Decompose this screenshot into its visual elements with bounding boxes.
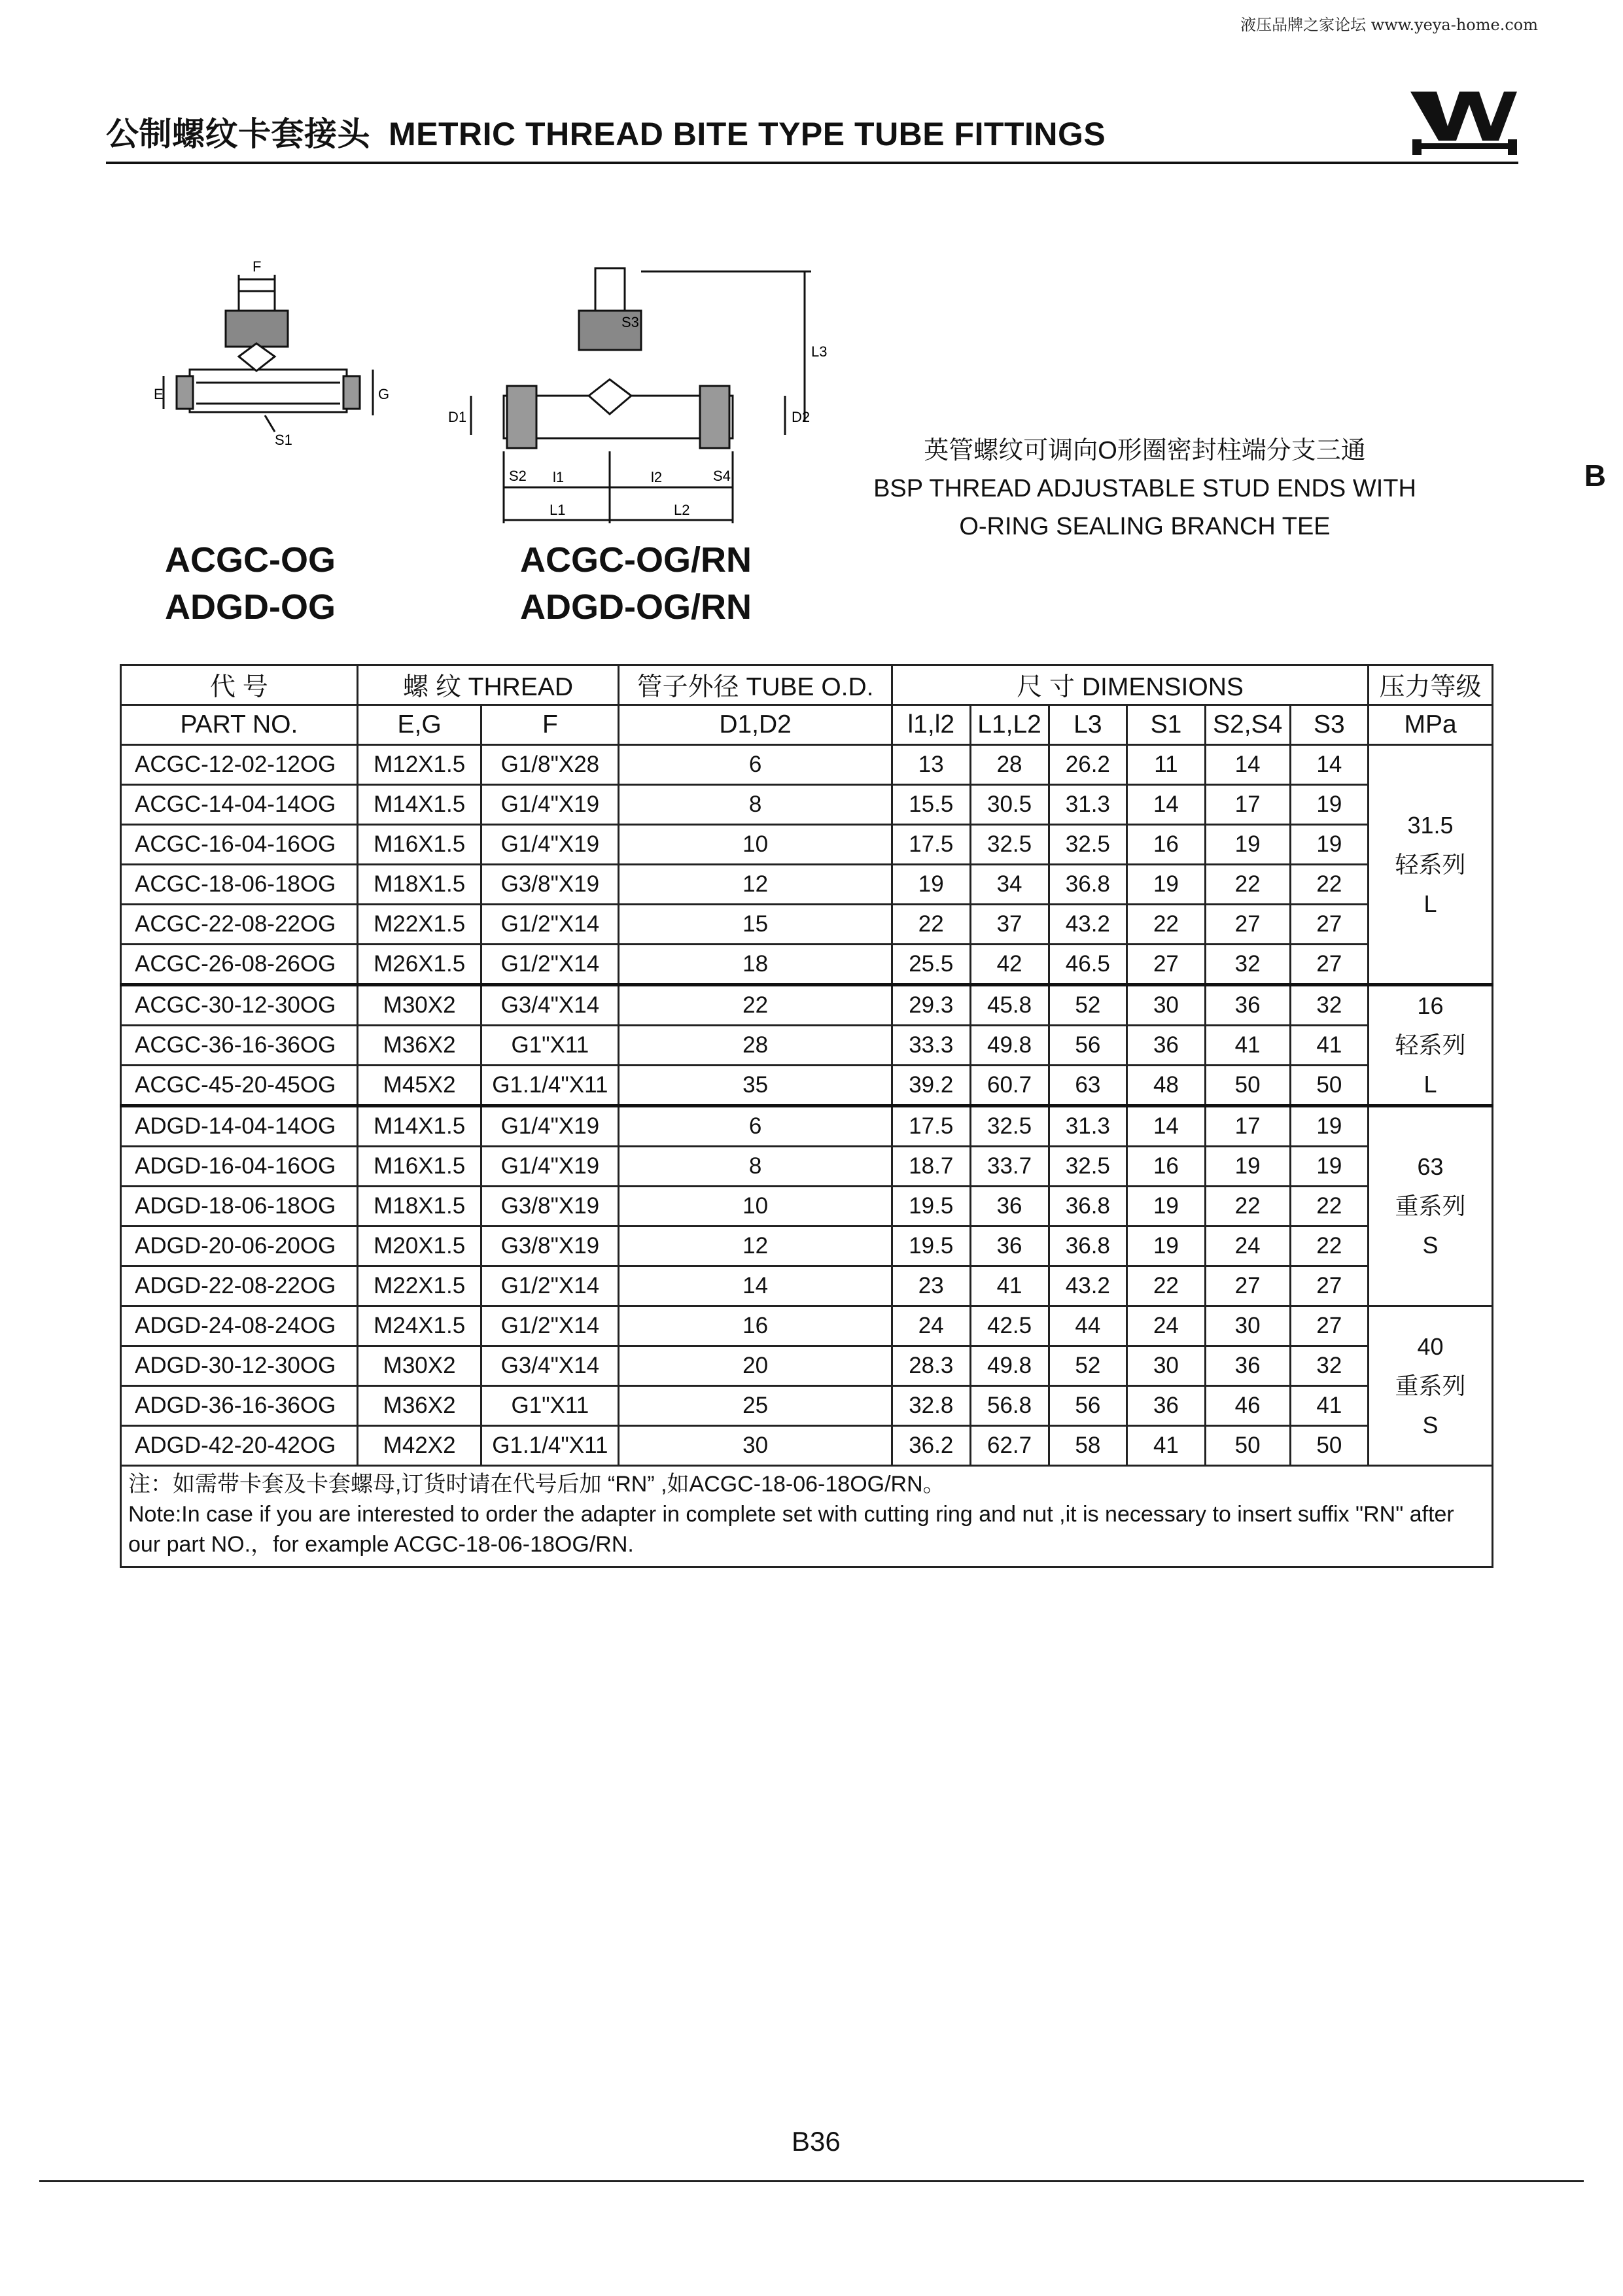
table-cell: G1"X11 [481, 1386, 619, 1426]
table-cell: G3/8"X19 [481, 865, 619, 905]
table-cell: 8 [619, 785, 892, 825]
table-cell: G1/2"X14 [481, 1306, 619, 1346]
part-number-cell: ACGC-36-16-36OG [121, 1026, 358, 1066]
table-row [121, 1187, 1493, 1226]
table-cell: 22 [1127, 1266, 1206, 1306]
table-cell: 19 [1290, 1106, 1369, 1147]
table-cell: 58 [1049, 1426, 1127, 1466]
pressure-series: 轻系列 [1395, 850, 1466, 878]
part-number-cell: ACGC-12-02-12OG [121, 745, 358, 785]
table-cell: 6 [619, 1106, 892, 1147]
fig2-label-s3: S3 [621, 314, 639, 330]
table-row [121, 1026, 1493, 1066]
table-cell: 11 [1127, 745, 1206, 785]
table-cell: 35 [619, 1066, 892, 1106]
header-tube: 管子外径 TUBE O.D. [619, 665, 892, 705]
table-cell: 41 [970, 1266, 1049, 1306]
table-cell: 12 [619, 1226, 892, 1266]
table-cell: 36.8 [1049, 1187, 1127, 1226]
table-cell: G1/4"X19 [481, 785, 619, 825]
table-cell: 41 [1290, 1026, 1369, 1066]
table-cell: 44 [1049, 1306, 1127, 1346]
table-cell: 14 [619, 1266, 892, 1306]
footer-rule [39, 2180, 1584, 2182]
table-cell: 52 [1049, 1346, 1127, 1386]
part-number-cell: ACGC-26-08-26OG [121, 945, 358, 985]
table-cell: 32.5 [1049, 1147, 1127, 1187]
table-cell: 15 [619, 905, 892, 945]
pressure-series: 重系列 [1395, 1372, 1466, 1399]
table-cell: 17 [1205, 1106, 1290, 1147]
table-cell: 25 [619, 1386, 892, 1426]
part-number-cell: ADGD-14-04-14OG [121, 1106, 358, 1147]
table-cell: 30 [1127, 1346, 1206, 1386]
pressure-rating-cell [1369, 1306, 1493, 1466]
model-names-left [165, 536, 336, 631]
table-cell: 24 [1205, 1226, 1290, 1266]
fitting-drawing-right [445, 265, 837, 533]
table-cell: G1.1/4"X11 [481, 1426, 619, 1466]
part-number-cell: ACGC-16-04-16OG [121, 825, 358, 865]
table-cell: 14 [1290, 745, 1369, 785]
table-row [121, 1106, 1493, 1147]
pressure-rating-cell [1369, 745, 1493, 985]
table-cell: 49.8 [970, 1026, 1049, 1066]
table-cell: 63 [1049, 1066, 1127, 1106]
part-number-cell: ADGD-24-08-24OG [121, 1306, 358, 1346]
table-cell: 27 [1205, 1266, 1290, 1306]
description-en-line1: BSP THREAD ADJUSTABLE STUD ENDS WITH [873, 475, 1416, 502]
table-cell: 22 [1290, 1226, 1369, 1266]
table-cell: 10 [619, 1187, 892, 1226]
table-cell: M16X1.5 [357, 1147, 481, 1187]
pressure-letter: L [1423, 890, 1437, 917]
table-cell: 43.2 [1049, 905, 1127, 945]
table-cell: 14 [1127, 1106, 1206, 1147]
table-cell: 12 [619, 865, 892, 905]
model-name: ACGC-OG/RN [520, 540, 752, 580]
header-l1l2: L1,L2 [970, 705, 1049, 745]
table-row [121, 825, 1493, 865]
table-cell: 28.3 [892, 1346, 970, 1386]
table-cell: 30 [1205, 1306, 1290, 1346]
table-cell: 32.5 [1049, 825, 1127, 865]
fitting-drawing-left [150, 258, 393, 520]
table-cell: 36.2 [892, 1426, 970, 1466]
table-cell: G3/8"X19 [481, 1226, 619, 1266]
table-cell: 19 [892, 865, 970, 905]
table-cell: 10 [619, 825, 892, 865]
fig2-label-s4: S4 [713, 468, 731, 484]
table-cell: 32.5 [970, 1106, 1049, 1147]
fig2-label-d1: D1 [448, 409, 467, 425]
header-dimensions: 尺 寸 DIMENSIONS [892, 665, 1368, 705]
part-number-cell: ADGD-18-06-18OG [121, 1187, 358, 1226]
table-cell: M36X2 [357, 1026, 481, 1066]
spec-table-body [121, 745, 1493, 1567]
table-cell: 22 [892, 905, 970, 945]
table-row [121, 1386, 1493, 1426]
table-cell: 24 [892, 1306, 970, 1346]
title-en: METRIC THREAD BITE TYPE TUBE FITTINGS [389, 116, 1106, 152]
table-row [121, 1226, 1493, 1266]
part-number-cell: ADGD-22-08-22OG [121, 1266, 358, 1306]
pressure-value: 16 [1417, 992, 1444, 1019]
table-cell: 8 [619, 1147, 892, 1187]
table-cell: 37 [970, 905, 1049, 945]
note-cn: 注：如需带卡套及卡套螺母,订货时请在代号后加 “RN” ,如ACGC-18-06-18OG/RN。 [128, 1472, 945, 1497]
table-row [121, 1306, 1493, 1346]
part-number-cell: ADGD-36-16-36OG [121, 1386, 358, 1426]
table-cell: 32.8 [892, 1386, 970, 1426]
table-cell: M16X1.5 [357, 825, 481, 865]
table-cell: 36 [1127, 1026, 1206, 1066]
table-cell: 22 [1290, 865, 1369, 905]
header-d1d2: D1,D2 [619, 705, 892, 745]
table-cell: 27 [1127, 945, 1206, 985]
table-cell: 30 [619, 1426, 892, 1466]
model-name: ADGD-OG/RN [520, 587, 752, 627]
product-description [864, 432, 1426, 546]
table-cell: 22 [619, 985, 892, 1026]
table-cell: M26X1.5 [357, 945, 481, 985]
part-number-cell: ACGC-45-20-45OG [121, 1066, 358, 1106]
table-cell: G1/2"X14 [481, 945, 619, 985]
table-cell: 30.5 [970, 785, 1049, 825]
table-cell: M12X1.5 [357, 745, 481, 785]
table-cell: M18X1.5 [357, 1187, 481, 1226]
table-cell: 14 [1205, 745, 1290, 785]
table-cell: 19 [1290, 1147, 1369, 1187]
table-cell: 49.8 [970, 1346, 1049, 1386]
table-cell: 13 [892, 745, 970, 785]
table-cell: 60.7 [970, 1066, 1049, 1106]
table-cell: 42.5 [970, 1306, 1049, 1346]
table-cell: 30 [1127, 985, 1206, 1026]
table-cell: G1/2"X14 [481, 905, 619, 945]
table-cell: 23 [892, 1266, 970, 1306]
table-cell: 19.5 [892, 1187, 970, 1226]
table-cell: 42 [970, 945, 1049, 985]
header-l3: L3 [1049, 705, 1127, 745]
table-cell: 50 [1205, 1426, 1290, 1466]
table-cell: 36 [970, 1187, 1049, 1226]
pressure-value: 31.5 [1407, 811, 1454, 839]
order-note [121, 1466, 1493, 1567]
table-cell: 28 [970, 745, 1049, 785]
note-en: Note:In case if you are interested to order the adapter in complete set with cutting ring and nut ,it is necessary to insert suffix "RN" after our part NO.，for example ACGC-18-06-18OG/RN. [128, 1502, 1454, 1557]
pressure-value: 63 [1417, 1153, 1444, 1180]
table-cell: 50 [1290, 1426, 1369, 1466]
table-row [121, 785, 1493, 825]
table-cell: 19 [1290, 785, 1369, 825]
fig2-label-l1-small: l1 [553, 469, 565, 485]
fig2-label-l3: L3 [811, 343, 828, 360]
table-cell: 19 [1205, 1147, 1290, 1187]
table-cell: G1/4"X19 [481, 1147, 619, 1187]
table-row [121, 905, 1493, 945]
table-cell: 22 [1205, 1187, 1290, 1226]
table-cell: 41 [1127, 1426, 1206, 1466]
part-number-cell: ACGC-18-06-18OG [121, 865, 358, 905]
description-cn: 英管螺纹可调向O形圈密封柱端分支三通 [924, 437, 1366, 464]
table-cell: G1/8"X28 [481, 745, 619, 785]
table-row [121, 865, 1493, 905]
table-cell: 46 [1205, 1386, 1290, 1426]
model-name: ADGD-OG [165, 587, 336, 627]
fig1-label-f: F [253, 258, 262, 275]
part-number-cell: ADGD-16-04-16OG [121, 1147, 358, 1187]
pressure-rating-cell [1369, 985, 1493, 1106]
table-cell: M30X2 [357, 985, 481, 1026]
brand-logo [1407, 88, 1518, 157]
table-cell: 45.8 [970, 985, 1049, 1026]
model-name: ACGC-OG [165, 540, 336, 580]
fig2-label-s2: S2 [509, 468, 527, 484]
page-header [106, 108, 1106, 155]
table-cell: G1.1/4"X11 [481, 1066, 619, 1106]
table-cell: 29.3 [892, 985, 970, 1026]
table-cell: M20X1.5 [357, 1226, 481, 1266]
header-f: F [481, 705, 619, 745]
table-cell: 36 [1205, 985, 1290, 1026]
table-cell: 33.3 [892, 1026, 970, 1066]
table-cell: 16 [619, 1306, 892, 1346]
table-cell: 19 [1205, 825, 1290, 865]
table-cell: G3/4"X14 [481, 985, 619, 1026]
pressure-letter: S [1422, 1411, 1439, 1438]
table-cell: 62.7 [970, 1426, 1049, 1466]
header-pressure: 压力等级 [1369, 665, 1493, 705]
watermark-text: 液压品牌之家论坛 www.yeya-home.com [1240, 16, 1538, 34]
fig2-label-d2: D2 [792, 409, 811, 425]
table-cell: 15.5 [892, 785, 970, 825]
table-header-row-2 [121, 705, 1493, 745]
table-cell: 16 [1127, 1147, 1206, 1187]
header-s1: S1 [1127, 705, 1206, 745]
table-cell: 34 [970, 865, 1049, 905]
table-cell: 25.5 [892, 945, 970, 985]
table-cell: G1/4"X19 [481, 1106, 619, 1147]
table-cell: 27 [1290, 1266, 1369, 1306]
table-cell: 27 [1290, 1306, 1369, 1346]
table-cell: M14X1.5 [357, 785, 481, 825]
header-mpa: MPa [1369, 705, 1493, 745]
table-row [121, 1266, 1493, 1306]
table-cell: 36 [970, 1226, 1049, 1266]
table-cell: G3/8"X19 [481, 1187, 619, 1226]
table-cell: 48 [1127, 1066, 1206, 1106]
table-cell: 28 [619, 1026, 892, 1066]
table-cell: G1/2"X14 [481, 1266, 619, 1306]
table-cell: 36.8 [1049, 865, 1127, 905]
table-cell: G3/4"X14 [481, 1346, 619, 1386]
part-number-cell: ADGD-20-06-20OG [121, 1226, 358, 1266]
table-cell: 56.8 [970, 1386, 1049, 1426]
spec-table [120, 664, 1493, 1568]
table-row [121, 945, 1493, 985]
fig1-label-s1: S1 [275, 432, 292, 448]
table-cell: G1/4"X19 [481, 825, 619, 865]
table-cell: 6 [619, 745, 892, 785]
part-number-cell: ADGD-30-12-30OG [121, 1346, 358, 1386]
header-s2s4: S2,S4 [1205, 705, 1290, 745]
fig2-label-l2-small: l2 [651, 469, 663, 485]
part-number-cell: ADGD-42-20-42OG [121, 1426, 358, 1466]
note-row [121, 1466, 1493, 1567]
table-cell: M14X1.5 [357, 1106, 481, 1147]
table-cell: 19 [1127, 1226, 1206, 1266]
table-cell: 24 [1127, 1306, 1206, 1346]
fig2-label-l2: L2 [674, 502, 690, 518]
table-cell: 18 [619, 945, 892, 985]
table-cell: 32.5 [970, 825, 1049, 865]
table-cell: 19 [1127, 1187, 1206, 1226]
table-cell: 22 [1290, 1187, 1369, 1226]
table-cell: 17.5 [892, 825, 970, 865]
table-cell: 46.5 [1049, 945, 1127, 985]
header-eg: E,G [357, 705, 481, 745]
table-cell: 32 [1290, 985, 1369, 1026]
table-cell: M42X2 [357, 1426, 481, 1466]
table-cell: M24X1.5 [357, 1306, 481, 1346]
pressure-series: 轻系列 [1395, 1032, 1466, 1058]
table-cell: 20 [619, 1346, 892, 1386]
header-rule [106, 162, 1518, 164]
table-cell: 43.2 [1049, 1266, 1127, 1306]
table-cell: 27 [1290, 945, 1369, 985]
table-cell: M22X1.5 [357, 905, 481, 945]
pressure-series: 重系列 [1395, 1192, 1466, 1219]
table-cell: 36 [1127, 1386, 1206, 1426]
pressure-value: 40 [1417, 1332, 1444, 1360]
table-cell: 27 [1205, 905, 1290, 945]
table-cell: 33.7 [970, 1147, 1049, 1187]
section-tab: B [1584, 459, 1606, 493]
table-cell: 19 [1127, 865, 1206, 905]
table-row [121, 745, 1493, 785]
table-cell: 56 [1049, 1386, 1127, 1426]
part-number-cell: ACGC-30-12-30OG [121, 985, 358, 1026]
table-cell: M18X1.5 [357, 865, 481, 905]
table-cell: 22 [1205, 865, 1290, 905]
table-cell: 22 [1127, 905, 1206, 945]
table-row [121, 1147, 1493, 1187]
header-part-no: PART NO. [121, 705, 358, 745]
fig1-label-e: E [154, 386, 164, 402]
table-cell: 17 [1205, 785, 1290, 825]
table-cell: 19.5 [892, 1226, 970, 1266]
table-cell: G1"X11 [481, 1026, 619, 1066]
header-l1l2-small: l1,l2 [892, 705, 970, 745]
table-cell: 41 [1290, 1386, 1369, 1426]
title-cn: 公制螺纹卡套接头 [106, 115, 370, 153]
table-row [121, 1066, 1493, 1106]
table-cell: 31.3 [1049, 1106, 1127, 1147]
table-cell: M30X2 [357, 1346, 481, 1386]
table-row [121, 1426, 1493, 1466]
table-cell: 31.3 [1049, 785, 1127, 825]
table-cell: 14 [1127, 785, 1206, 825]
table-header-row-1 [121, 665, 1493, 705]
table-row [121, 985, 1493, 1026]
table-cell: 26.2 [1049, 745, 1127, 785]
fig2-label-l1: L1 [550, 502, 566, 518]
table-cell: 39.2 [892, 1066, 970, 1106]
pressure-letter: S [1422, 1232, 1439, 1259]
header-s3: S3 [1290, 705, 1369, 745]
table-cell: 19 [1290, 825, 1369, 865]
part-number-cell: ACGC-14-04-14OG [121, 785, 358, 825]
header-code: 代 号 [121, 665, 358, 705]
table-row [121, 1346, 1493, 1386]
table-cell: M22X1.5 [357, 1266, 481, 1306]
description-en-line2: O-RING SEALING BRANCH TEE [959, 513, 1331, 540]
table-cell: 36.8 [1049, 1226, 1127, 1266]
page-number: B36 [792, 2126, 841, 2157]
table-cell: 16 [1127, 825, 1206, 865]
table-cell: 52 [1049, 985, 1127, 1026]
fig1-label-g: G [378, 386, 390, 402]
table-cell: 32 [1205, 945, 1290, 985]
table-cell: 18.7 [892, 1147, 970, 1187]
model-names-right [520, 536, 752, 631]
table-cell: 17.5 [892, 1106, 970, 1147]
table-cell: 50 [1290, 1066, 1369, 1106]
table-cell: 56 [1049, 1026, 1127, 1066]
table-cell: 41 [1205, 1026, 1290, 1066]
table-cell: 50 [1205, 1066, 1290, 1106]
table-cell: 27 [1290, 905, 1369, 945]
part-number-cell: ACGC-22-08-22OG [121, 905, 358, 945]
pressure-letter: L [1423, 1071, 1437, 1098]
table-cell: M36X2 [357, 1386, 481, 1426]
table-cell: M45X2 [357, 1066, 481, 1106]
table-cell: 36 [1205, 1346, 1290, 1386]
table-cell: 32 [1290, 1346, 1369, 1386]
pressure-rating-cell [1369, 1106, 1493, 1306]
header-thread: 螺 纹 THREAD [357, 665, 618, 705]
